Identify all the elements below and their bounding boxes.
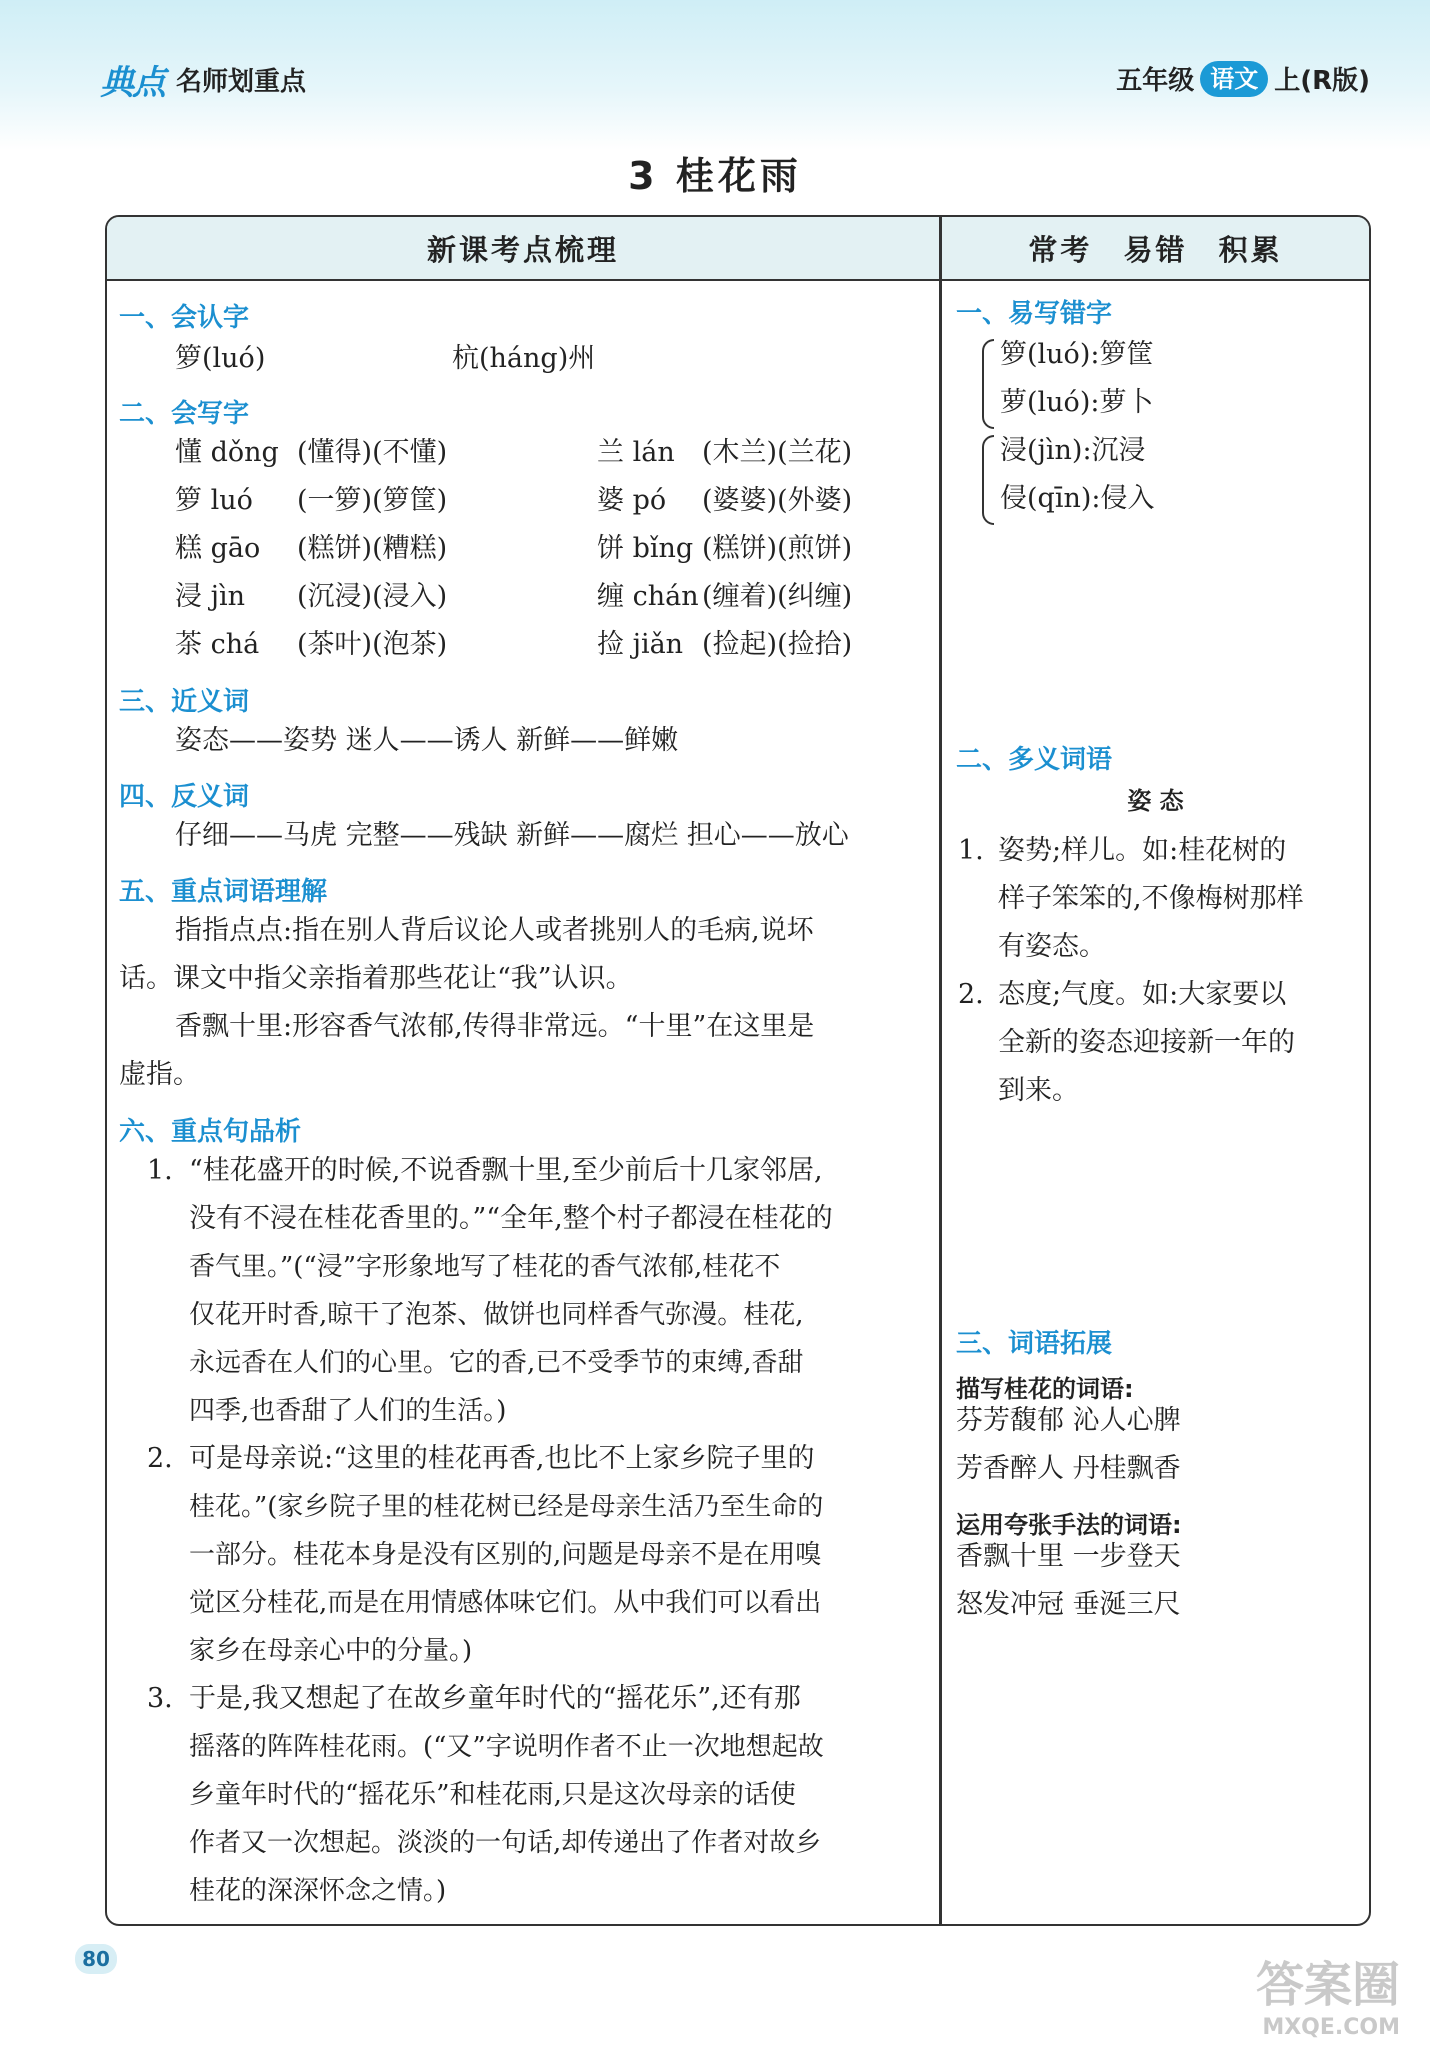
write-char: 缠 chán bbox=[597, 581, 699, 612]
lesson-title: 3 桂花雨 bbox=[628, 154, 802, 198]
item-number: 2. bbox=[147, 1443, 173, 1474]
confusable-char: 箩(luó):箩筐 bbox=[1000, 339, 1154, 370]
watermark-sub: MXQE.COM bbox=[1262, 2015, 1400, 2040]
write-char: 箩 luó bbox=[175, 485, 253, 516]
recognize-char: 杭(háng)州 bbox=[452, 343, 596, 374]
write-words: (茶叶)(泡茶) bbox=[297, 629, 448, 660]
analysis-line: 永远香在人们的心里。它的香,已不受季节的束缚,香甜 bbox=[189, 1348, 804, 1378]
antonyms: 仔细——马虎 完整——残缺 新鲜——腐烂 担心——放心 bbox=[175, 820, 849, 851]
write-words: (一箩)(箩筐) bbox=[297, 485, 448, 516]
analysis-line: 一部分。桂花本身是没有区别的,问题是母亲不是在用嗅 bbox=[189, 1540, 822, 1570]
write-char: 饼 bǐng bbox=[597, 533, 694, 564]
edition: 上(R版) bbox=[1274, 66, 1370, 96]
write-words: (沉浸)(浸入) bbox=[297, 581, 448, 612]
write-words: (糕饼)(煎饼) bbox=[702, 533, 853, 564]
brand-logo: 典点 bbox=[100, 63, 164, 103]
write-words: (糕饼)(糟糕) bbox=[297, 533, 448, 564]
write-words: (缠着)(纠缠) bbox=[702, 581, 853, 612]
analysis-line: 仅花开时香,晾干了泡茶、做饼也同样香气弥漫。桂花, bbox=[189, 1300, 804, 1330]
word-explanation: 虚指。 bbox=[119, 1059, 200, 1090]
brace-bracket bbox=[982, 435, 994, 525]
analysis-line: 于是,我又想起了在故乡童年时代的“摇花乐”,还有那 bbox=[189, 1683, 801, 1714]
write-words: (懂得)(不懂) bbox=[297, 437, 448, 468]
section-title: 一、会认字 bbox=[119, 303, 250, 333]
subheading: 描写桂花的词语: bbox=[956, 1375, 1134, 1403]
definition-number: 1. bbox=[958, 835, 984, 866]
subject-badge: 语文 bbox=[1200, 61, 1268, 97]
column-divider bbox=[939, 217, 942, 1924]
write-char: 兰 lán bbox=[597, 437, 675, 468]
section-title: 六、重点句品析 bbox=[119, 1117, 302, 1147]
write-char: 捡 jiǎn bbox=[597, 629, 684, 660]
write-words: (捡起)(捡拾) bbox=[702, 629, 853, 660]
analysis-line: 家乡在母亲心中的分量。) bbox=[189, 1636, 473, 1666]
write-char: 糕 gāo bbox=[175, 533, 261, 564]
analysis-line: 乡童年时代的“摇花乐”和桂花雨,只是这次母亲的话使 bbox=[189, 1780, 796, 1810]
synonyms: 姿态——姿势 迷人——诱人 新鲜——鲜嫩 bbox=[175, 725, 679, 756]
analysis-line: 四季,也香甜了人们的生活。) bbox=[189, 1396, 507, 1426]
section-title: 四、反义词 bbox=[119, 782, 250, 812]
write-words: (婆婆)(外婆) bbox=[702, 485, 853, 516]
item-number: 3. bbox=[147, 1683, 173, 1714]
definition-line: 姿势;样儿。如:桂花树的 bbox=[998, 835, 1287, 866]
analysis-line: “桂花盛开的时候,不说香飘十里,至少前后十几家邻居, bbox=[189, 1155, 823, 1186]
analysis-line: 没有不浸在桂花香里的。”“全年,整个村子都浸在桂花的 bbox=[189, 1203, 833, 1234]
polysemy-word: 姿 态 bbox=[1127, 787, 1184, 815]
analysis-line: 可是母亲说:“这里的桂花再香,也比不上家乡院子里的 bbox=[189, 1443, 815, 1474]
confusable-char: 萝(luó):萝卜 bbox=[1000, 387, 1154, 418]
write-char: 浸 jìn bbox=[175, 581, 245, 612]
section-title: 五、重点词语理解 bbox=[119, 877, 328, 907]
confusable-char: 侵(qīn):侵入 bbox=[1000, 483, 1155, 514]
item-number: 1. bbox=[147, 1155, 173, 1186]
analysis-line: 觉区分桂花,而是在用情感体味它们。从中我们可以看出 bbox=[189, 1588, 822, 1618]
definition-line: 态度;气度。如:大家要以 bbox=[998, 979, 1287, 1010]
section-title: 一、易写错字 bbox=[956, 299, 1113, 329]
content-frame bbox=[105, 215, 1371, 1926]
definition-line: 全新的姿态迎接新一年的 bbox=[998, 1027, 1295, 1058]
write-char: 婆 pó bbox=[597, 485, 667, 516]
section-title: 三、近义词 bbox=[119, 687, 250, 717]
idiom-line: 芬芳馥郁 沁人心脾 bbox=[956, 1405, 1181, 1436]
idiom-line: 怒发冲冠 垂涎三尺 bbox=[956, 1589, 1181, 1620]
subheading: 运用夸张手法的词语: bbox=[956, 1511, 1182, 1539]
section-title: 二、会写字 bbox=[119, 399, 250, 429]
word-explanation: 指指点点:指在别人背后议论人或者挑别人的毛病,说坏 bbox=[175, 915, 814, 946]
write-char: 懂 dǒng bbox=[175, 437, 279, 468]
brace-bracket bbox=[982, 339, 994, 429]
write-words: (木兰)(兰花) bbox=[702, 437, 853, 468]
grade: 五年级 bbox=[1116, 66, 1195, 96]
page-number: 80 bbox=[75, 1944, 117, 1974]
brand bbox=[100, 55, 306, 104]
confusable-char: 浸(jìn):沉浸 bbox=[1000, 435, 1146, 466]
section-title: 二、多义词语 bbox=[956, 745, 1113, 775]
recognize-char: 箩(luó) bbox=[175, 343, 266, 374]
analysis-line: 作者又一次想起。淡淡的一句话,却传递出了作者对故乡 bbox=[189, 1828, 822, 1858]
right-column-heading: 常考 易错 积累 bbox=[942, 217, 1369, 281]
analysis-line: 桂花的深深怀念之情。) bbox=[189, 1876, 447, 1906]
brand-text: 名师划重点 bbox=[176, 67, 307, 97]
left-column-heading: 新课考点梳理 bbox=[107, 217, 939, 281]
definition-number: 2. bbox=[958, 979, 984, 1010]
write-char: 茶 chá bbox=[175, 629, 260, 660]
analysis-line: 香气里。”(“浸”字形象地写了桂花的香气浓郁,桂花不 bbox=[189, 1252, 781, 1282]
watermark bbox=[1256, 1946, 1400, 2040]
word-explanation: 话。课文中指父亲指着那些花让“我”认识。 bbox=[119, 963, 633, 994]
analysis-line: 桂花。”(家乡院子里的桂花树已经是母亲生活乃至生命的 bbox=[189, 1492, 824, 1522]
idiom-line: 芳香醉人 丹桂飘香 bbox=[956, 1453, 1181, 1484]
idiom-line: 香飘十里 一步登天 bbox=[956, 1541, 1181, 1572]
grade-label bbox=[1116, 60, 1370, 97]
definition-line: 到来。 bbox=[998, 1075, 1079, 1106]
watermark-main: 答案圈 bbox=[1255, 1957, 1400, 2013]
analysis-line: 摇落的阵阵桂花雨。(“又”字说明作者不止一次地想起故 bbox=[189, 1732, 824, 1762]
definition-line: 样子笨笨的,不像梅树那样 bbox=[998, 883, 1304, 914]
section-title: 三、词语拓展 bbox=[956, 1329, 1113, 1359]
definition-line: 有姿态。 bbox=[998, 931, 1106, 962]
word-explanation: 香飘十里:形容香气浓郁,传得非常远。“十里”在这里是 bbox=[175, 1011, 815, 1042]
